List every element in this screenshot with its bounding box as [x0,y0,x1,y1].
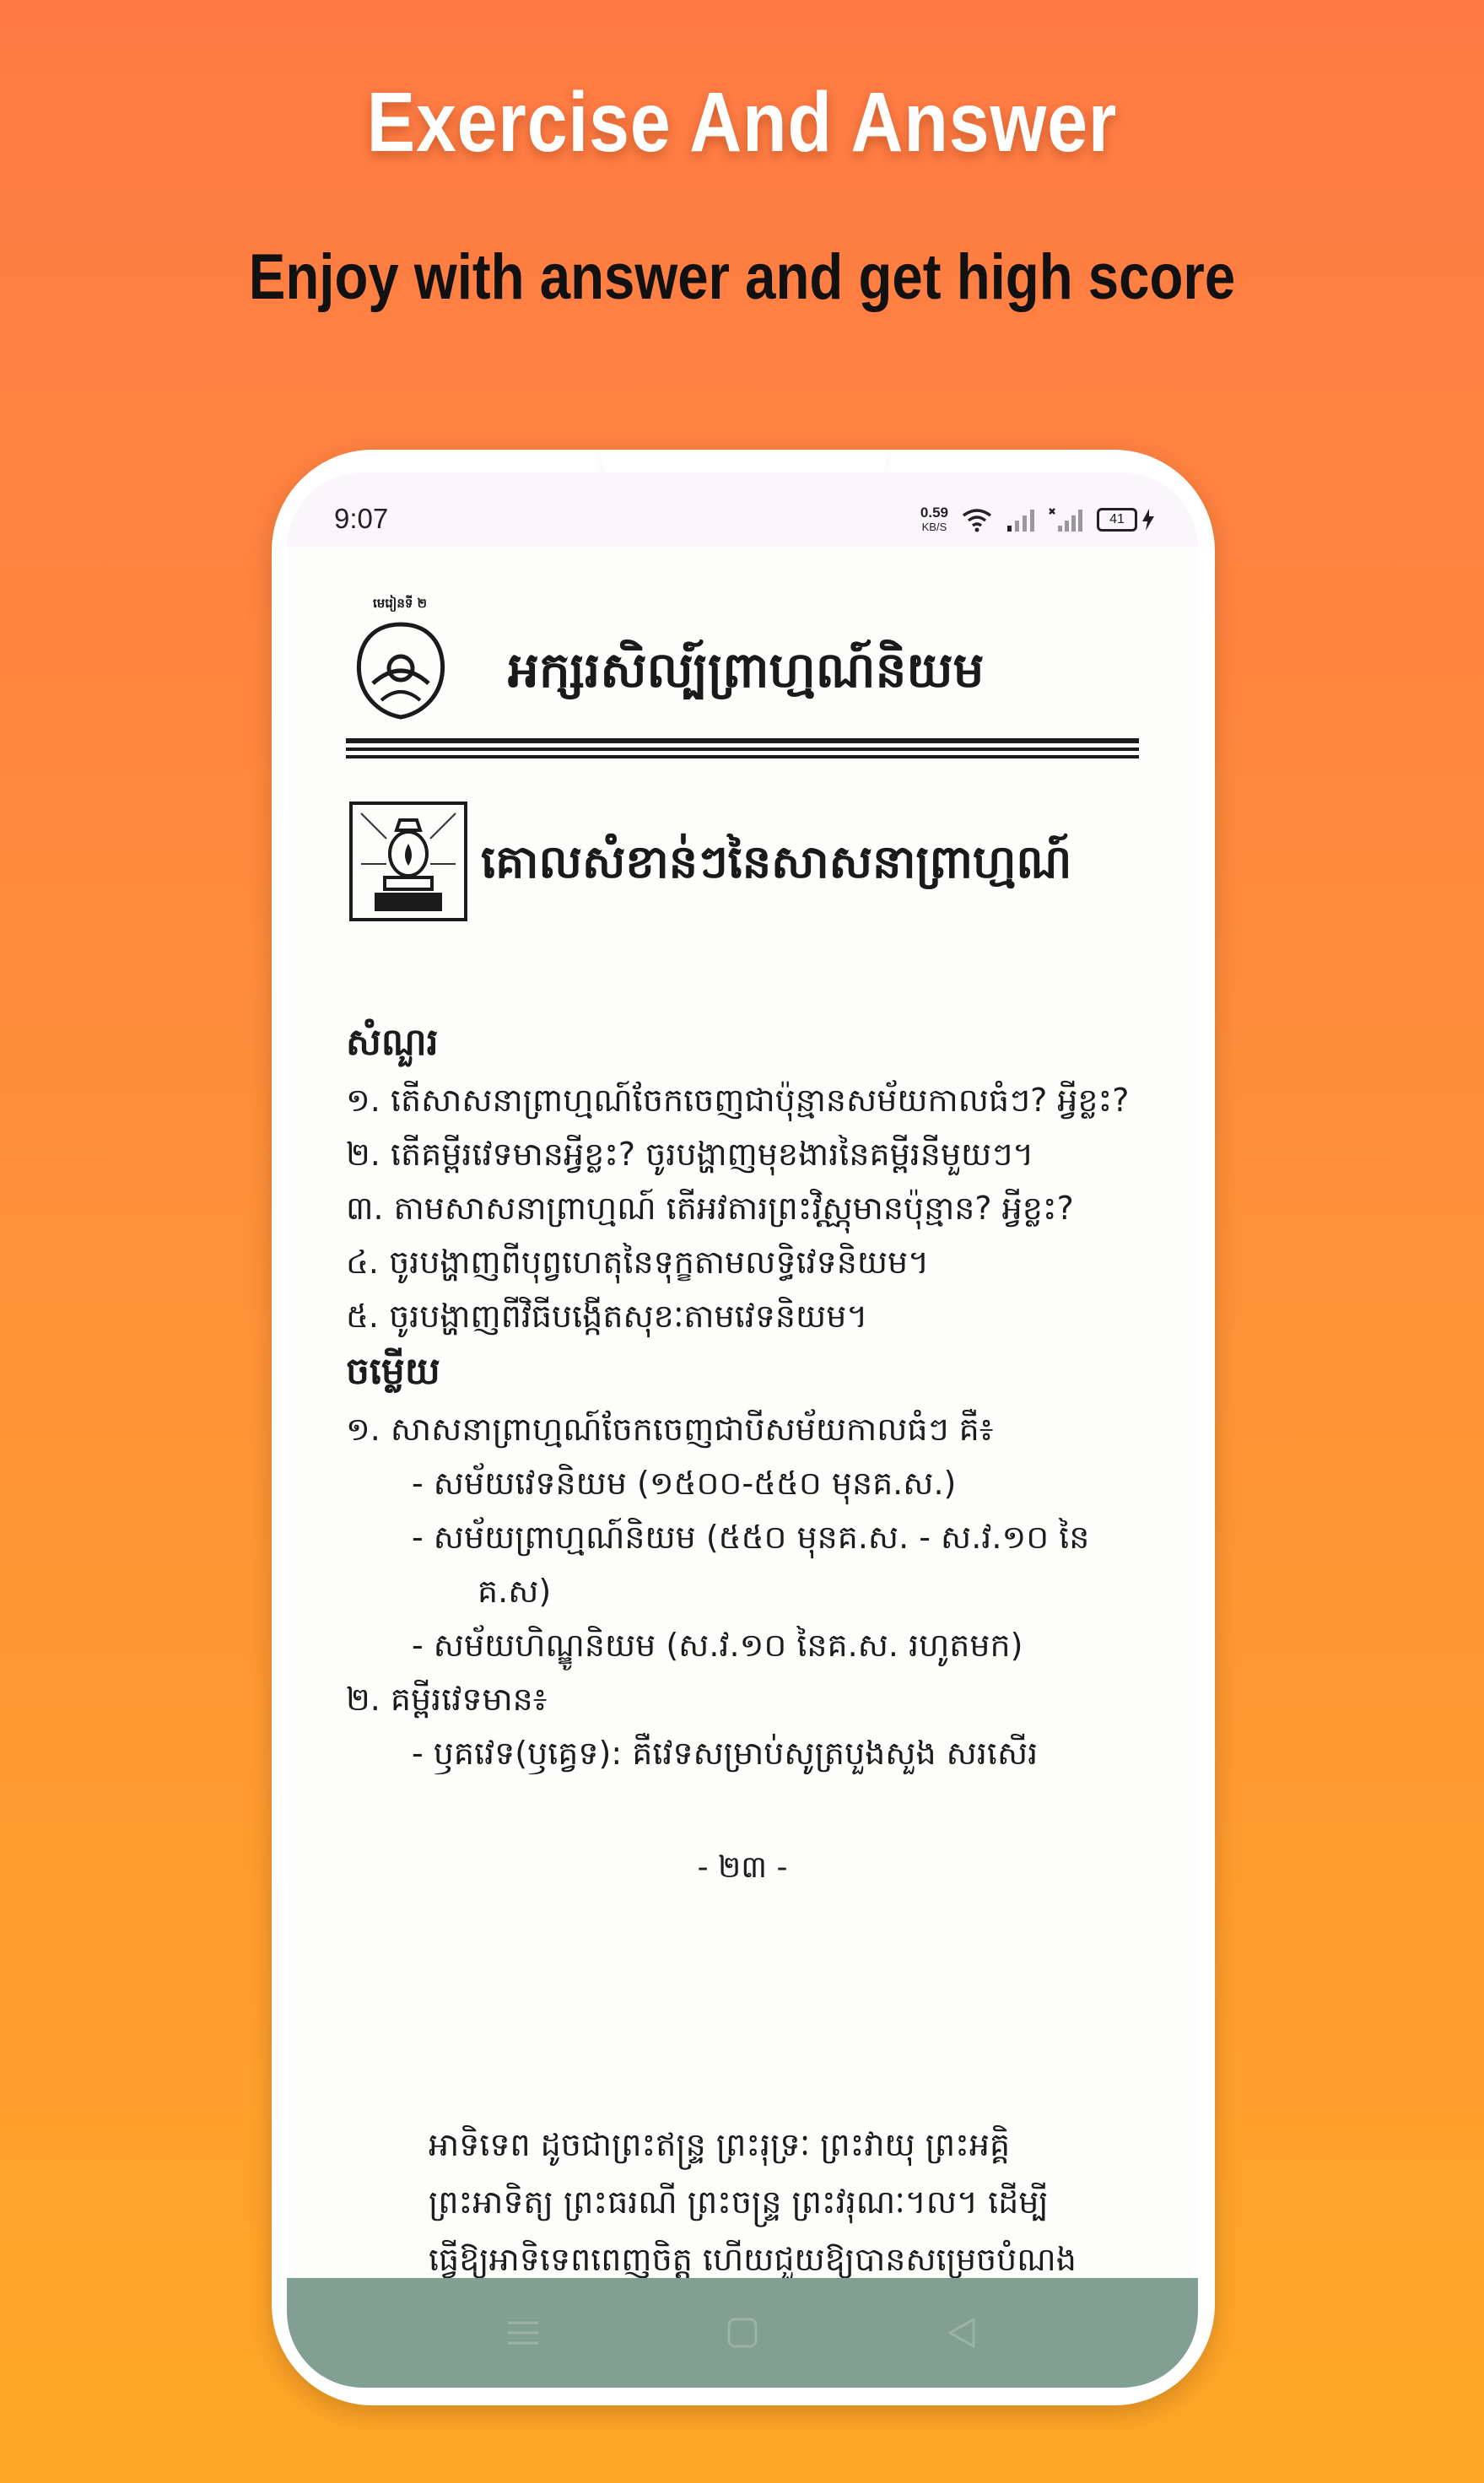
answer-item: គ.ស) [478,1573,552,1610]
wifi-icon [960,507,994,532]
menu-icon[interactable] [502,2312,544,2354]
answer-item: - សម័យវេទនិយម (១៥០០-៥៥០ មុនគ.ស.) [412,1465,957,1502]
home-square-icon[interactable] [721,2312,764,2354]
phone-screen [287,472,1198,2388]
answer-item: - សម័យហិណ្ឌូនិយម (ស.វ.១០ នៃគ.ស. រហូតមក) [412,1627,1023,1664]
back-triangle-icon[interactable] [941,2312,983,2354]
signal-icon [1006,507,1036,532]
network-speed [920,505,948,534]
lesson-seal-icon [348,599,454,721]
network-speed-unit: KB/S [921,521,947,533]
answer-item: ១. សាសនាព្រាហ្មណ៍ចែកចេញជាបីសម័យកាលធំៗ គឺ៖ [346,1411,994,1448]
answer-item: - សម័យព្រាហ្មណ៍និយម (៥៥០ មុនគ.ស. - ស.វ.១០ នៃ [412,1519,1090,1556]
question-item: ៥. ចូរបង្ហាញពីវិធីបង្កើតសុខៈតាមវេទនិយម។ [346,1298,868,1335]
next-page-line: ព្រះអាទិត្យ ព្រះធរណី ព្រះចន្ទ្រ ព្រះវរុណៈ។ល។ ដើម្បី [429,2183,1049,2221]
header-rule [346,748,1139,751]
lesson-badge: មេរៀនទី ២ [373,596,427,611]
no-signal-icon [1048,507,1085,532]
header-rule [346,755,1139,758]
next-page-text [429,2116,1077,2288]
question-item: ២. តើគម្ពីរវេទមានអ្វីខ្លះ? ចូរបង្ហាញមុខងារនៃគម្ពីរនីមួយៗ។ [346,1136,1034,1173]
next-page-line: ធ្វើឱ្យអាទិទេពពេញចិត្ត ហើយជួយឱ្យបានសម្រេចបំណង [429,2241,1077,2278]
battery-icon [1097,508,1156,532]
header-rule [346,738,1139,743]
promo-subheadline: Enjoy with answer and get high score [248,241,1236,313]
header-title: អក្សរសិល្ប៍ព្រាហ្មណ៍និយម [508,641,985,699]
battery-level: 41 [1097,508,1137,532]
network-speed-value: 0.59 [920,505,948,521]
question-item: ៤. ចូរបង្ហាញពីបុព្វហេតុនៃទុក្ខតាមលទ្ធិវេទនិយម។ [346,1244,930,1281]
page-number: - ២៣ - [697,1850,788,1885]
answer-item: ២. គម្ពីរវេទមាន៖ [346,1681,548,1718]
questions-block [346,1019,1129,1780]
charging-icon [1141,508,1156,532]
answers-heading: ចម្លើយ [346,1350,440,1393]
status-icons [920,503,1156,537]
section-title: គោលសំខាន់ៗនៃសាសនាព្រាហ្មណ៍ [481,834,1072,888]
document-page[interactable] [287,547,1198,2281]
answer-item: - ឫគវេទ(ឫគ្វេទ): គឺវេទសម្រាប់សូត្របួងសួង សរសើរ [412,1735,1039,1772]
question-item: ១. តើសាសនាព្រាហ្មណ៍ចែកចេញជាប៉ុន្មានសម័យកាលធំៗ? អ្វីខ្លះ? [346,1082,1130,1119]
next-page-line: អាទិទេព ដូចជាព្រះឥន្ទ្រ ព្រះរុទ្រៈ ព្រះវាយុ ព្រះអគ្គិ [429,2126,1011,2163]
promo-headline: Exercise And Answer [366,75,1118,170]
status-time: 9:07 [334,503,389,534]
questions-heading: សំណួរ [346,1021,439,1064]
question-item: ៣. តាមសាសនាព្រាហ្មណ៍ តើអវតារព្រះវិស្ណុមានប៉ុន្មាន? អ្វីខ្លះ? [346,1190,1074,1227]
lamp-icon [349,802,467,921]
navigation-bar [287,2278,1198,2388]
status-bar [287,472,1198,547]
